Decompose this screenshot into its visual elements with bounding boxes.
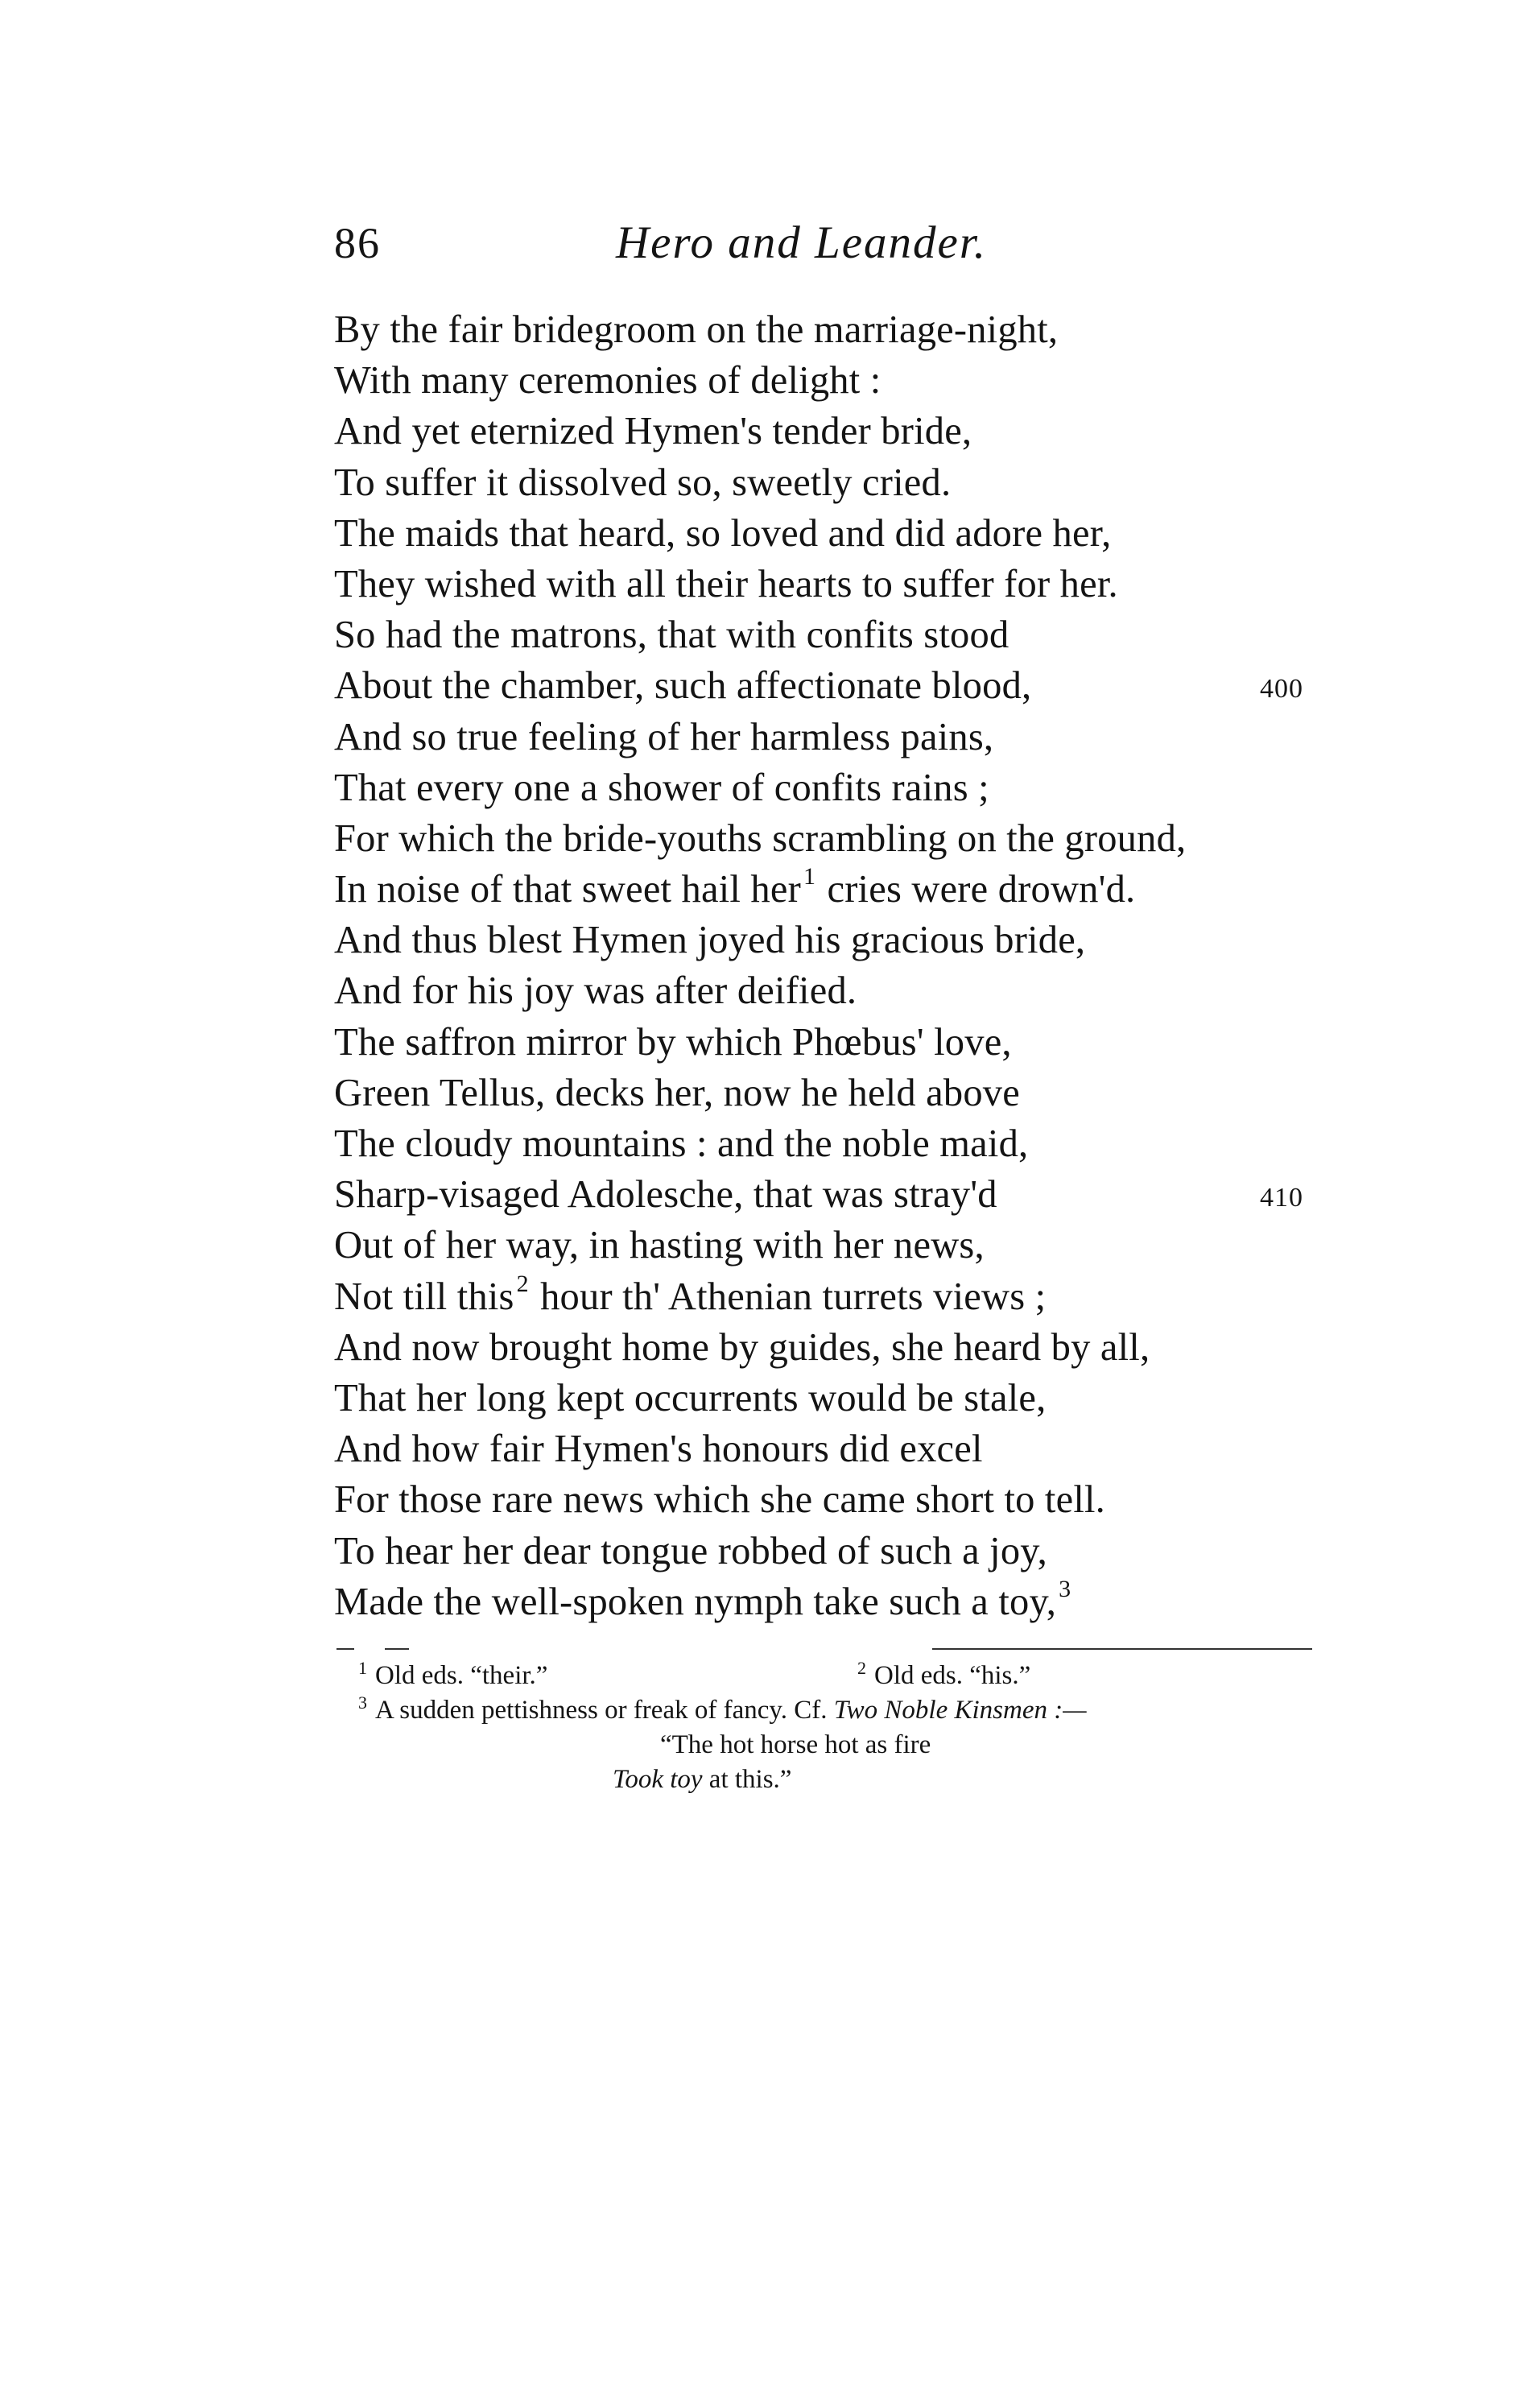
footnote-ref-3: 3 xyxy=(1059,1575,1071,1602)
footnotes xyxy=(358,1659,1340,1797)
poem-line-text: They wished with all their hearts to suffer for her. xyxy=(334,562,1118,605)
poem-line-text: Green Tellus, decks her, now he held above xyxy=(334,1071,1020,1114)
footnote-ref-2: 2 xyxy=(516,1270,529,1297)
footnote-quote-text: “The hot horse hot as fire xyxy=(660,1730,931,1759)
poem-line xyxy=(334,304,1397,355)
footnote-mark: 3 xyxy=(358,1692,367,1713)
footnote-row xyxy=(358,1659,1340,1693)
poem-line-text: For which the bride-youths scrambling on the ground, xyxy=(334,816,1187,860)
footnote-mark: 2 xyxy=(857,1658,866,1678)
poem-line xyxy=(334,1118,1397,1169)
poem-line-text: To hear her dear tongue robbed of such a joy, xyxy=(334,1529,1047,1572)
footnote-quote-italic: Took toy xyxy=(613,1765,703,1794)
poem-line xyxy=(334,610,1397,660)
poem-line xyxy=(334,1526,1397,1577)
poem-line-text: And now brought home by guides, she heard by all, xyxy=(334,1325,1150,1369)
poem-line-text: So had the matrons, that with confits stood xyxy=(334,614,1009,657)
poem-line xyxy=(334,1577,1397,1627)
poem-line-text: That every one a shower of confits rains ; xyxy=(334,766,989,809)
poem-line-text: And for his joy was after deified. xyxy=(334,969,857,1013)
line-number-410: 410 xyxy=(1260,1183,1303,1213)
poem-line-text: With many ceremonies of delight : xyxy=(334,359,881,403)
poem-line-text-cont: hour th' Athenian turrets views ; xyxy=(540,1275,1047,1318)
rule-segment xyxy=(932,1648,1312,1650)
poem-line xyxy=(334,1271,1397,1322)
poem-line xyxy=(334,457,1397,508)
footnote-quote-line xyxy=(358,1763,1340,1797)
poem-line xyxy=(334,762,1397,813)
poem-line-text: And so true feeling of her harmless pains, xyxy=(334,715,994,758)
poem-line-text: Not till this xyxy=(334,1275,514,1318)
poem-line xyxy=(334,355,1397,406)
footnote-1 xyxy=(358,1658,548,1690)
poem-line xyxy=(334,1424,1397,1474)
footnote-text: Old eds. “his.” xyxy=(874,1661,1031,1690)
running-title: Hero and Leander. xyxy=(616,217,987,268)
page-number: 86 xyxy=(334,219,381,267)
poem-line-text: About the chamber, such affectionate blood, xyxy=(334,664,1032,708)
poem-line-text: By the fair bridegroom on the marriage-night, xyxy=(334,308,1059,351)
poem-line-text: For those rare news which she came short to tell. xyxy=(334,1478,1105,1522)
footnote-text: Old eds. “their.” xyxy=(375,1661,548,1690)
footnote-quote-line xyxy=(358,1728,1340,1763)
poem-line-text: That her long kept occurrents would be stale, xyxy=(334,1376,1047,1420)
footnote-quote-rest: at this.” xyxy=(708,1765,792,1794)
footnote-3 xyxy=(358,1693,1340,1728)
poem-line xyxy=(334,1220,1397,1271)
footnote-mark: 1 xyxy=(358,1658,367,1678)
poem-line xyxy=(334,965,1397,1016)
poem-line-text: The saffron mirror by which Phœbus' love, xyxy=(334,1020,1012,1064)
poem-text xyxy=(334,304,1397,1627)
poem-line xyxy=(334,1017,1397,1068)
poem-line-text: To suffer it dissolved so, sweetly cried. xyxy=(334,461,952,504)
poem-line-text: And how fair Hymen's honours did excel xyxy=(334,1428,983,1471)
poem-line xyxy=(334,1068,1397,1118)
footnote-text: A sudden pettishness or freak of fancy. Cf. xyxy=(375,1696,828,1725)
poem-line xyxy=(334,1322,1397,1373)
footnote-separator-rule xyxy=(336,1648,1312,1650)
line-number-400: 400 xyxy=(1260,674,1303,705)
poem-line xyxy=(334,864,1397,915)
poem-line-text-cont: cries were drown'd. xyxy=(827,868,1136,911)
poem-line-text: In noise of that sweet hail her xyxy=(334,868,801,911)
poem-line-text: Sharp-visaged Adolesche, that was stray'd xyxy=(334,1173,997,1217)
poem-line xyxy=(334,660,1397,711)
rule-segment xyxy=(336,1648,354,1650)
page-header xyxy=(334,211,1179,275)
poem-line xyxy=(334,406,1397,457)
poem-line xyxy=(334,813,1397,864)
poem-line-text: The maids that heard, so loved and did adore her, xyxy=(334,511,1112,555)
poem-line xyxy=(334,508,1397,559)
footnote-quote-text xyxy=(613,1763,791,1797)
poem-line-text: Made the well-spoken nymph take such a toy, xyxy=(334,1580,1057,1623)
poem-line xyxy=(334,1474,1397,1525)
poem-line-text: The cloudy mountains : and the noble maid, xyxy=(334,1122,1029,1165)
footnote-ref-1: 1 xyxy=(803,863,816,891)
poem-line-text: Out of her way, in hasting with her news, xyxy=(334,1224,985,1267)
footnote-2 xyxy=(857,1659,1030,1693)
poem-line xyxy=(334,559,1397,610)
rule-segment xyxy=(385,1648,409,1650)
poem-line-text: And thus blest Hymen joyed his gracious bride, xyxy=(334,919,1086,962)
poem-line xyxy=(334,712,1397,762)
poem-line xyxy=(334,1169,1397,1220)
footnote-work-title: Two Noble Kinsmen :— xyxy=(833,1696,1087,1725)
poem-line xyxy=(334,915,1397,965)
poem-line xyxy=(334,1373,1397,1424)
poem-line-text: And yet eternized Hymen's tender bride, xyxy=(334,410,972,453)
